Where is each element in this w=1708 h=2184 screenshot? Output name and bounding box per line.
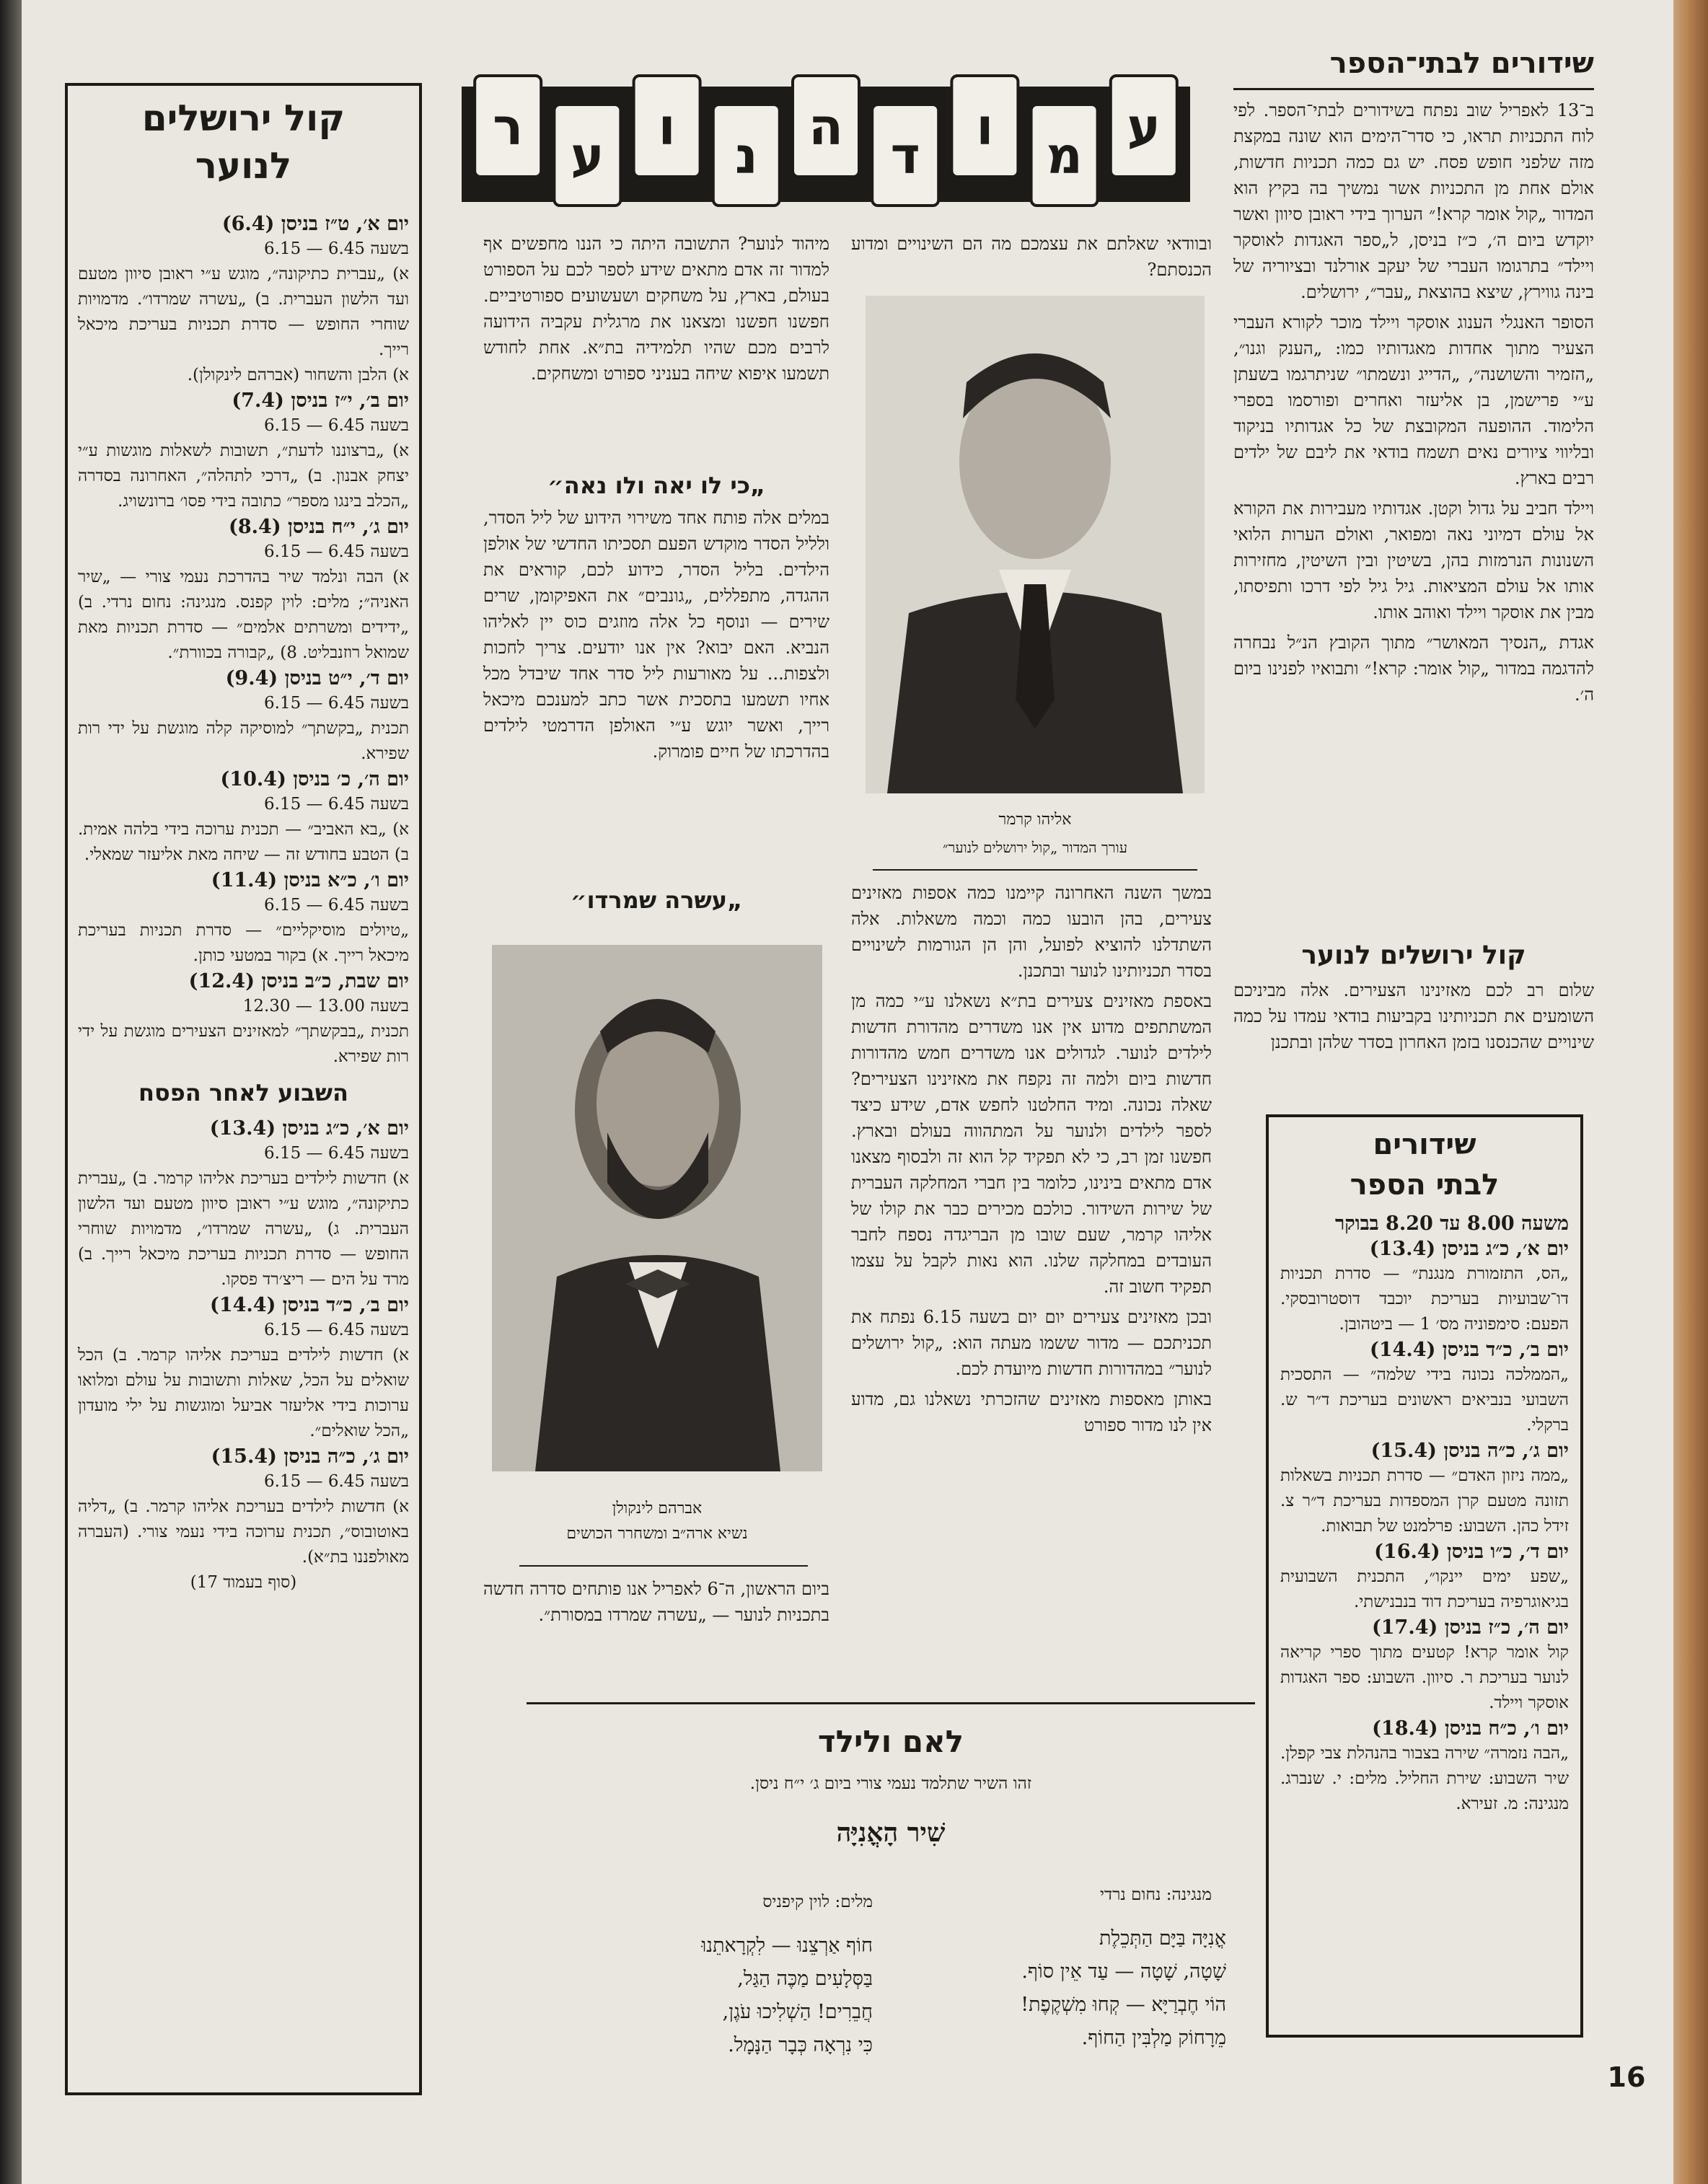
banner-letter-block	[951, 76, 1018, 177]
left-schedule-list	[78, 211, 409, 1595]
list-item: א) „בא האביב״ — תכנית ערוכה בידי בלהה אמית. ב) הטבע בחודש זה — שיחה מאת אליעזר שמאלי.	[78, 820, 409, 864]
paragraph: ב־13 לאפריל שוב נפתח בשידורים לבתי־הספר. לפי לוח התכניות תראו, כי סדר־הימים הוא שונה במקצת מזה שלפני חופש פסח. יש גם כמה תכניות חדשות, אולם אחת מן התכניות אשר נמשיך בה בקיץ הוא המדור „קול אומר קרא!״ הערוך בידי ראובן סיוון ואשר יוקדש ביום ה׳, כ״ז בניסן, ל„ספר האגדות לאוסקר ויילד״ בתרגומו העברי של יעקב אורלנד ובציוריה של בינה גווירץ, שיצא בהוצאת „עבר״, ירושלים.	[1233, 100, 1595, 302]
banner-letter: ד	[890, 126, 920, 185]
paragraph: ויילד חביב על גדול וקטן. אגדותיו מעבירות את הקורא אל עולם דמיוני נאה ומפואר, ואולם הערות הלואי השנונות הנרמזות בהן, בשיטין ובין השיטין, מחזירות אותו אל עולם המציאות. גיל גיל לפי דרכו ותפיסתו, מבין את אוסקר ויילד ואוהב אותו.	[1233, 498, 1594, 622]
list-item: יום ו׳, כ״ח בניסן (18.4)	[1372, 1717, 1569, 1740]
verse-line: מֵרָחוֹק מַלְבִּין הַחוֹף.	[1081, 2027, 1226, 2049]
right-text-2: שלום רב לכם מאזינינו הצעירים. אלה מביניכם השומעים את תכניותינו בקביעות בודאי עמדו על כמה שינויים שהכנסנו בזמן האחרון בסדר שלהן ובתכנן	[1233, 980, 1594, 1052]
verse-line: שָׁטָה, שָׁטָה — עַד אֵין סוֹף.	[1021, 1960, 1226, 1983]
song-section-heading: לאם ולילד	[817, 1724, 964, 1759]
list-item: תכנית „בבקשתך״ למאזינים הצעירים מוגשת על ידי רות שפירא.	[78, 1022, 409, 1066]
verse-line: אֳנִיָּה בַּיָּם הַתְּכֵלֶת	[1099, 1927, 1226, 1950]
kramer-caption-title: עורך המדור „קול ירושלים לנוער״	[942, 839, 1128, 856]
box-title-line2: לבתי הספר	[1350, 1168, 1500, 1202]
center-heading-2: „עשרה שמרדו״	[570, 886, 743, 914]
list-item: „שפע ימים יינקו״, התכנית השבועית בגיאוגרפיה בעריכת דוד בנבנישתי.	[1280, 1567, 1569, 1611]
kramer-portrait-image	[866, 296, 1205, 793]
list-item: „ממה ניזון האדם״ — סדרת תכניות בשאלות תזונה מטעם קרן המספדות בעריכת ד״ר צ. זידל כהן. השבוע: פרלמנט של תבואות.	[1280, 1466, 1569, 1536]
banner-letter: ה	[808, 97, 844, 157]
paragraph: הסופר האנגלי הענוג אוסקר ויילד מוכר לקורא העברי הצעיר מתוך אחדות מאגדותיו כמו: „הענק וגנו״, „הזמיר והשושנה״, „הדייג ונשמתו״ שניתרגמו בשעתן ע״י פרישמן, בן אליעזר ואחרים ופורסמו בספרי הלימוד. ההופעה המקובצת של כל אגדותיו בניקוד ובליווי ציורים נאים תשמח בודאי את ליבם של ילדים רבים בארץ.	[1233, 312, 1594, 488]
paragraph: באותן מאספות מאזינים שהזכרתי נשאלנו גם, מדוע אין לנו מדור ספורט	[851, 1389, 1212, 1435]
list-item: יום שבת, כ״ב בניסן (12.4)	[188, 970, 409, 992]
list-item: א) „ברצוננו לדעת״, תשובות לשאלות מוגשות ע״י יצחק אבנון. ב) „דרכי לתהלה״, האחרונה בסדרה „הכלב בינגו מספר״ כתובה בידי פסו׳ ברונשויג.	[78, 441, 409, 511]
right-heading-1: שידורים לבתי־הספר	[1329, 47, 1594, 80]
song-melody-credit: מנגינה: נחום נרדי	[1099, 1885, 1212, 1904]
list-item: קול אומר קרא! קטעים מתוך ספרי קריאה לנוער בעריכת ר. סיוון. השבוע: ספר האגדות אוסקר ויילד.	[1280, 1643, 1569, 1712]
list-item: יום ד׳, י״ט בניסן (9.4)	[225, 667, 409, 690]
list-item: בשעה 6.45 — 6.15	[264, 542, 409, 561]
paragraph: במשך השנה האחרונה קיימנו כמה אספות מאזינים צעירים, בהן הובעו כמה וכמה משאלות. אלה השתדלנו להוציא לפועל, והן הן הגורמות לשינויים בסדר תכניותינו לנוער ובתכנן.	[851, 883, 1212, 981]
song-verse-left	[570, 1929, 873, 2062]
center-text-bottom: ביום הראשון, ה־6 לאפריל אנו פותחים סדרה חדשה בתכניות לנוער — „עשרה שמרדו במסורת״.	[483, 1579, 829, 1625]
list-item: בשעה 6.45 — 6.15	[264, 239, 409, 258]
list-item: א) הבה ונלמד שיר בהדרכת נעמי צורי — „שיר האניה״; מלים: לוין קפנס. מנגינה: נחום נרדי. ב) „ידידים ומשרתים אלמים״ — סדרת תכניות מאת שמואל רוזנבליט. 8) „קבורה בכוורת״.	[78, 568, 409, 662]
banner-letter: מ	[1046, 126, 1083, 185]
list-item: יום ג׳, י״ח בניסן (8.4)	[229, 516, 409, 538]
verse-line: חֲבֵרִים! הַשְׁלִיכוּ עֹגֶן,	[722, 2001, 873, 2023]
list-item: יום א׳, ט״ז בניסן (6.4)	[221, 213, 409, 235]
list-item: יום א׳, כ״ג בניסן (13.4)	[1369, 1238, 1569, 1260]
banner-letter: ע	[571, 126, 604, 185]
right-heading-rule	[1233, 88, 1594, 90]
list-item: א) הלבן והשחור (אברהם לינקולן).	[187, 366, 409, 384]
paragraph: ובכן מאזינים צעירים יום יום בשעה 6.15 נפתח את תכניתכם — מדור ששמו מעתה הוא: „קול ירושלים לנוער״ במהדורות חדשות מיועדת לכם.	[851, 1307, 1212, 1379]
banner-letter: ו	[658, 97, 676, 157]
list-item: משעה 8.00 עד 8.20 בבוקר	[1335, 1212, 1569, 1235]
banner-letter-block	[793, 76, 859, 177]
mid-divider	[873, 869, 1197, 871]
banner-letter-block	[1111, 76, 1177, 177]
banner-letter: ע	[1127, 97, 1161, 157]
lincoln-caption-name: אברהם לינקולן	[612, 1500, 703, 1518]
left-title-line1: קול ירושלים	[141, 97, 345, 139]
list-item: יום ג׳, כ״ה בניסן (15.4)	[211, 1445, 409, 1468]
list-item: בשעה 6.45 — 6.15	[264, 1144, 409, 1163]
list-item: „הממלכה נכונה בידי שלמה״ — התסכית השבועי בנביאים ראשונים בעריכת ד״ר ש. ברקלי.	[1280, 1365, 1569, 1435]
banner-letter-block	[713, 105, 780, 206]
banner-letter: ר	[493, 97, 524, 157]
left-title-line2: לנוער	[195, 145, 292, 187]
list-item: יום ה׳, כ״ז בניסן (17.4)	[1371, 1616, 1569, 1639]
magazine-page	[22, 0, 1673, 2184]
verse-line: חוֹף אַרְצֵנוּ — לִקְרָאתֵנוּ	[701, 1934, 873, 1957]
song-section-top-rule	[527, 1702, 1255, 1704]
banner-letter: נ	[734, 126, 758, 185]
youth-corner-banner	[462, 69, 1190, 220]
list-item: „הבה נזמרה״ שירה בצבור בהנהלת צבי קפלן. שיר השבוע: שירת החליל. מלים: י. שנברג. מנגינה: מ. זעירא.	[1280, 1744, 1569, 1813]
banner-letter-block	[872, 105, 938, 206]
list-item: א) חדשות לילדים בעריכת אליהו קרמר. ב) „עברית כתיקונה״, מוגש ע״י ראובן סיוון מטעם ועד הלשון העברית. ג) „עשרה שמרדו״, מדמויות שוחרי החופש — סדרת תכניות בעריכת מיכאל רייך. ב) מרד על הים — ריצ׳רד פסקו.	[78, 1169, 409, 1289]
right-text-1	[1233, 97, 1594, 712]
list-item: יום ב׳, י״ז בניסן (7.4)	[232, 389, 409, 412]
song-words-credit: מלים: לוין קיפניס	[762, 1893, 873, 1911]
center-text-mid: במלים אלה פותח אחד משירוי הידוע של ליל הסדר, ולליל הסדר מוקדש הפעם תסכיתו החדשי של אולפן הילדים. בליל הסדר, כידוע לכם, קוראים את ההגדה, מתפללים, „גונבים״ את האפיקומן, שרים שירים — ונוסף כל אלה מוזגים כוס יין לאליהו הנביא. האם יבוא? אין אנו יודעים. צריך לחכות ולצפות... על מאורעות ליל סדר אחד שיבדל מכל אחיו תשמעו בתסכית אשר כתב למענכם מיכאל רייך, ואשר יוגש ע״י האולפן הדרמטי לילדים בהדרכתו של חיים פומרוק.	[483, 508, 829, 762]
left-subtitle: השבוע לאחר הפסח	[138, 1079, 348, 1106]
verse-line: בַּסְּלָעִים מַכֶּה הַגַּל,	[737, 1968, 873, 1990]
list-item: יום ב׳, כ״ד בניסן (14.4)	[1370, 1339, 1569, 1361]
song-title: שִׁיר הָאֳנִיָּה	[836, 1818, 946, 1848]
box-title-line1: שידורים	[1373, 1128, 1476, 1161]
song-intro: זהו השיר שתלמד נעמי צורי ביום ג׳ י״ח ניסן.	[749, 1774, 1032, 1793]
lincoln-photo	[492, 945, 822, 1471]
lincoln-portrait-image	[492, 945, 822, 1471]
list-item: בשעה 6.45 — 6.15	[264, 1472, 409, 1491]
list-item: תכנית „בקשתך״ למוסיקה קלה מוגשת על ידי רות שפירא.	[78, 719, 409, 763]
banner-letter-block	[634, 76, 700, 177]
list-item: בשעה 6.45 — 6.15	[264, 795, 409, 814]
list-item: בשעה 13.00 — 12.30	[242, 997, 409, 1016]
list-item: א) חדשות לילדים בעריכת אליהו קרמר. ב) „דליה באוטובוס״, תכנית ערוכה בידי נעמי צורי. (העברה מאולפננו בת״א).	[78, 1497, 409, 1567]
list-item: (סוף בעמוד 17)	[190, 1573, 297, 1592]
verse-line: כִּי נִרְאָה כְּבָר הַנָּמָל.	[728, 2034, 873, 2056]
paragraph: באספת מאזינים צעירים בת״א נשאלנו ע״י כמה מן המשתתפים מדוע אין אנו משדרים מהדורת חדשות לילדים לנוער. לגדולים אנו משדרים חמש מהדורות חדשות ביום ולמה זה נקפח את מאזינינו הצעירים? שאלה נכונה. ומיד החלטנו לחפש אדם, שידע כיצד לספר לילדים ולנוער על המתהווה בעולם ובארץ. חפשנו זמן רב, כי לא תפקיד קל הוא זה ולבסוף מצאנו אדם מתאים בינינו, כלומר בין חברי המחלקה העברית של שירות השידור. כולכם מכירים כבר את קולו של אליהו קרמר, שעם שובו מן הבריגדה נספח לחבר העובדים במחלקה שלנו. הוא נאות לקבל על עצמו תפקיד חשוב זה.	[851, 991, 1212, 1297]
left-schedule-box	[65, 83, 422, 2095]
school-broadcasts-box	[1266, 1114, 1583, 2038]
banner-letter-block	[1031, 105, 1098, 206]
mid-text-body	[851, 880, 1212, 1443]
center-text-top: מיהוד לנוער? התשובה היתה כי הננו מחפשים אף למדור זה אדם מתאים שידע לספר לכם על הספורט בעולם, בארץ, על משחקים ושעשועים ספורטיביים. חפשנו חפשנו ומצאנו את מרגלית עקביה הידועה לרבים מכם שהיו תלמידיה בת״א. אחת לחודש תשמעו איפוא שיחה בעניני ספורט ומשחקים.	[483, 234, 829, 384]
song-verse-right	[909, 1922, 1226, 2055]
list-item: יום ד׳, כ״ו בניסן (16.4)	[1374, 1541, 1569, 1563]
list-item: יום ו׳, כ״א בניסן (11.4)	[211, 869, 409, 891]
box-schedule-list	[1280, 1211, 1569, 1817]
list-item: א) „עברית כתיקונה״, מוגש ע״י ראובן סיוון מטעם ועד הלשון העברית. ב) „עשרה שמרדו״. מדמויות שוחרי החופש — סדרת תכניות בעריכת מיכאל רייך.	[78, 265, 409, 359]
banner-graphic	[462, 69, 1190, 220]
mid-text-top: ובוודאי שאלתם את עצמכם מה הם השינויים ומדוע הכנסתם?	[851, 234, 1212, 280]
banner-letter-block	[554, 105, 620, 206]
list-item: בשעה 6.45 — 6.15	[264, 416, 409, 435]
list-item: יום ג׳, כ״ה בניסן (15.4)	[1370, 1440, 1569, 1462]
center-divider	[519, 1565, 808, 1567]
list-item: יום ה׳, כ׳ בניסן (10.4)	[220, 768, 409, 791]
banner-letter-block	[475, 76, 541, 177]
banner-letter: ו	[976, 97, 994, 157]
book-binding-edge	[1673, 0, 1708, 2184]
list-item: יום ב׳, כ״ד בניסן (14.4)	[210, 1294, 409, 1316]
list-item: בשעה 6.45 — 6.15	[264, 896, 409, 915]
kramer-caption-name: אליהו קרמר	[998, 811, 1072, 829]
center-heading-1: „כי לו יאה ולו נאה״	[547, 472, 765, 499]
page-left-shadow	[0, 0, 22, 2184]
verse-line: הוֹי חֶבְרַיָּא — קְחוּ מִשְׁקֶפֶת!	[1021, 1994, 1226, 2016]
paragraph: אגדת „הנסיך המאושר״ מתוך הקובץ הנ״ל נבחרה להדגמה במדור „קול אומר: קרא!״ ותבואיו לפנינו ביום ה׳.	[1233, 633, 1594, 705]
list-item: יום א׳, כ״ג בניסן (13.4)	[209, 1117, 409, 1140]
right-heading-2: קול ירושלים לנוער	[1301, 941, 1526, 970]
list-item: א) חדשות לילדים בעריכת אליהו קרמר. ב) הכל שואלים על הכל, שאלות ותשובות על עולם ומלואו ערוכות בידי אליעזר אביעל ומוגשות על ילי מועדון „הכל שואלים״.	[78, 1346, 409, 1440]
list-item: בשעה 6.45 — 6.15	[264, 1321, 409, 1339]
lincoln-caption-title: נשיא ארה״ב ומשחרר הכושים	[566, 1525, 748, 1543]
list-item: „הס, התזמורת מנגנת״ — סדרת תכניות דו־שבועיות בעריכת יוכבד דוסטרובסקי. הפעם: סימפוניה מס׳ 1 — ביטהובן.	[1280, 1264, 1569, 1334]
list-item: בשעה 6.45 — 6.15	[264, 694, 409, 713]
list-item: „טיולים מוסיקליים״ — סדרת תכניות בעריכת מיכאל רייך. א) בקור במטעי כותן.	[78, 921, 409, 965]
kramer-photo	[866, 296, 1205, 793]
page-number: 16	[1607, 2061, 1646, 2093]
